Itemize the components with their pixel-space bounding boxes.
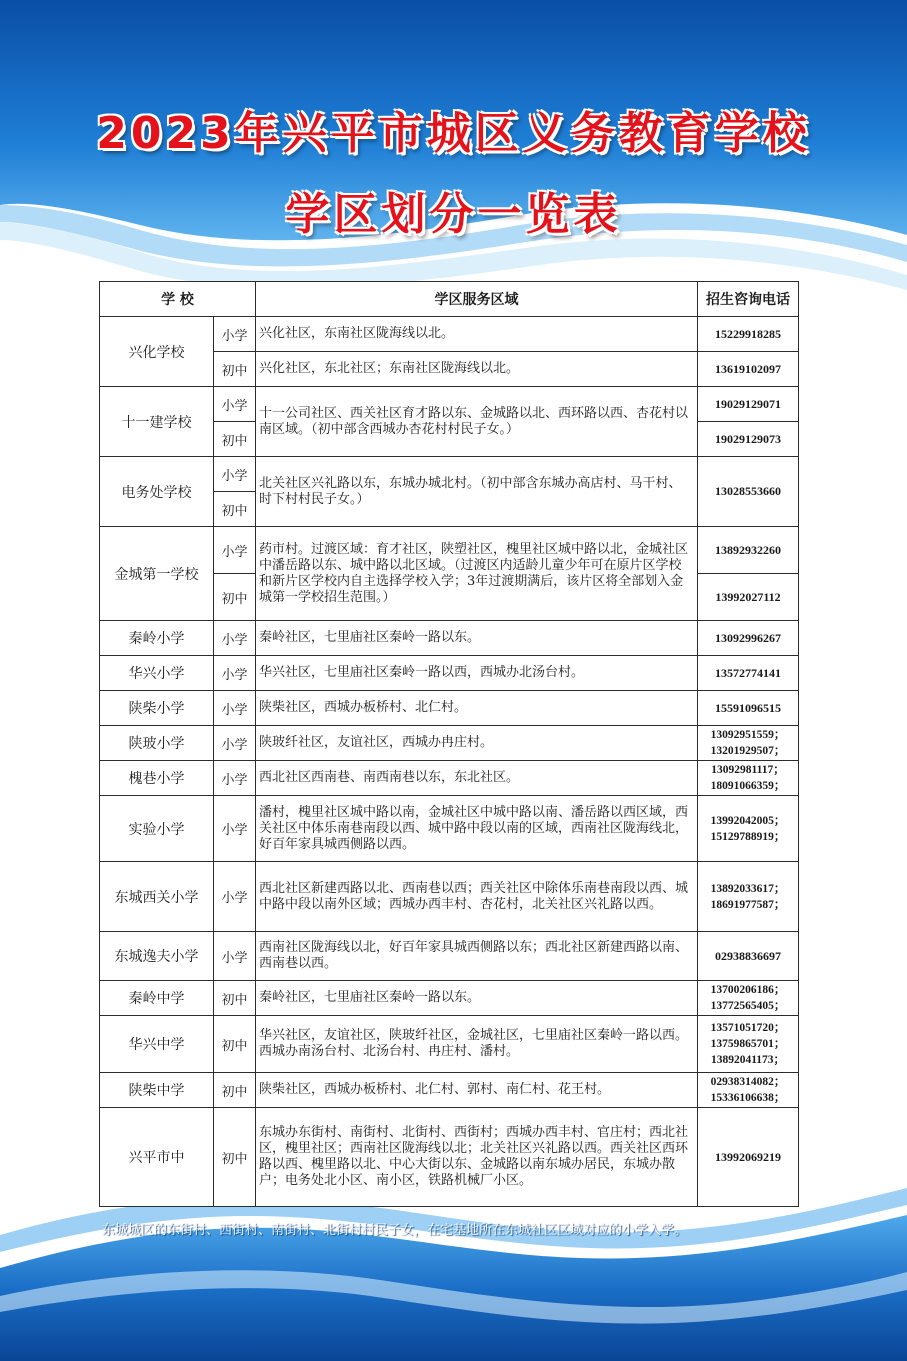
school-level: 小学 [214, 726, 256, 761]
phone-number: 13092981117； 18091066359； [698, 761, 799, 796]
phone-number: 13700206186； 13772565405； [698, 981, 799, 1016]
school-name: 兴平市中 [100, 1108, 214, 1207]
table-row [100, 932, 799, 981]
school-name: 秦岭中学 [100, 981, 214, 1016]
service-area: 西南社区陇海线以北，好百年家具城西侧路以东；西北社区新建西路以南、西南巷以西。 [256, 932, 698, 981]
table-row [100, 796, 799, 862]
school-name: 十一建学校 [100, 387, 214, 457]
school-level: 小学 [214, 621, 256, 656]
table-row [100, 621, 799, 656]
table-row [100, 981, 799, 1016]
school-level: 小学 [214, 761, 256, 796]
school-name: 秦岭小学 [100, 621, 214, 656]
school-level: 初中 [214, 574, 256, 621]
table-row [100, 761, 799, 796]
header-school: 学 校 [100, 282, 256, 317]
service-area: 兴化社区，东北社区；东南社区陇海线以北。 [256, 352, 698, 387]
phone-number: 13028553660 [698, 457, 799, 527]
school-level: 小学 [214, 862, 256, 932]
header-area: 学区服务区域 [256, 282, 698, 317]
page-title-line2: 学区划分一览表 [285, 189, 622, 240]
school-level: 初中 [214, 1016, 256, 1073]
phone-number: 13892033617； 18691977587； [698, 862, 799, 932]
phone-number: 13992027112 [698, 574, 799, 621]
service-area: 东城办东街村、南街村、北街村、西街村；西城办西丰村、官庄村；西北社区，槐里社区；西南社区陇海线以北；北关社区兴礼路以西。西关社区西环路以西、槐里路以北、中心大街以东、金城路以南东城办居民，东城办散户；电务处北小区、南小区，铁路机械厂小区。 [256, 1108, 698, 1207]
school-name: 华兴中学 [100, 1016, 214, 1073]
school-level: 小学 [214, 457, 256, 492]
phone-number: 13571051720； 13759865701； 13892041173； [698, 1016, 799, 1073]
school-level: 初中 [214, 1108, 256, 1207]
table-row [100, 862, 799, 932]
school-name: 东城逸夫小学 [100, 932, 214, 981]
table-row [100, 457, 799, 492]
service-area: 十一公司社区、西关社区育才路以东、金城路以北、西环路以西、杏花村以南区域。（初中部含西城办杏花村村民子女。） [256, 387, 698, 457]
school-level: 小学 [214, 317, 256, 352]
school-name: 槐巷小学 [100, 761, 214, 796]
service-area: 兴化社区，东南社区陇海线以北。 [256, 317, 698, 352]
school-level: 小学 [214, 527, 256, 574]
table-row [100, 317, 799, 352]
service-area: 秦岭社区，七里庙社区秦岭一路以东。 [256, 981, 698, 1016]
table-row [100, 691, 799, 726]
service-area: 西北社区西南巷、南西南巷以东，东北社区。 [256, 761, 698, 796]
table-row [100, 1073, 799, 1108]
school-level: 初中 [214, 422, 256, 457]
page-title-line1: 2023年兴平市城区义务教育学校 [96, 108, 811, 159]
school-name: 华兴小学 [100, 656, 214, 691]
school-name: 陕柴小学 [100, 691, 214, 726]
school-name: 陕玻小学 [100, 726, 214, 761]
school-level: 小学 [214, 387, 256, 422]
phone-number: 13092951559； 13201929507； [698, 726, 799, 761]
service-area: 潘村，槐里社区城中路以南，金城社区中城中路以南、潘岳路以西区域，西关社区中体乐南巷南段以西、城中路中段以南的区域，西南社区陇海线北，好百年家具城西侧路以西。 [256, 796, 698, 862]
phone-number: 15591096515 [698, 691, 799, 726]
service-area: 药市村。过渡区域：育才社区，陕塑社区，槐里社区城中路以北，金城社区中潘岳路以东、城中路以北区域。（过渡区内适龄儿童少年可在原片区学校和新片区学校内自主选择学校入学；3年过渡期满后，该片区将全部划入金城第一学校招生范围。） [256, 527, 698, 621]
school-name: 电务处学校 [100, 457, 214, 527]
phone-number: 15229918285 [698, 317, 799, 352]
service-area: 陕玻纤社区，友谊社区，西城办冉庄村。 [256, 726, 698, 761]
phone-number: 13572774141 [698, 656, 799, 691]
service-area: 陕柴社区，西城办板桥村、北仁村、郭村、南仁村、花王村。 [256, 1073, 698, 1108]
phone-number: 02938836697 [698, 932, 799, 981]
school-level: 初中 [214, 352, 256, 387]
service-area: 华兴社区，友谊社区，陕玻纤社区，金城社区，七里庙社区秦岭一路以西。西城办南汤台村、北汤台村、冉庄村、潘村。 [256, 1016, 698, 1073]
service-area: 西北社区新建西路以北、西南巷以西；西关社区中除体乐南巷南段以西、城中路中段以南外区域；西城办西丰村、杏花村，北关社区兴礼路以西。 [256, 862, 698, 932]
school-name: 东城西关小学 [100, 862, 214, 932]
header-phone: 招生咨询电话 [698, 282, 799, 317]
school-level: 小学 [214, 656, 256, 691]
table-header-row [100, 282, 799, 317]
school-level: 小学 [214, 932, 256, 981]
school-name: 实验小学 [100, 796, 214, 862]
phone-number: 19029129073 [698, 422, 799, 457]
school-district-table [99, 281, 799, 1207]
school-level: 初中 [214, 981, 256, 1016]
table-row [100, 1108, 799, 1207]
service-area: 陕柴社区，西城办板桥村、北仁村。 [256, 691, 698, 726]
school-level: 初中 [214, 492, 256, 527]
school-level: 初中 [214, 1073, 256, 1108]
table-row [100, 387, 799, 422]
phone-number: 13619102097 [698, 352, 799, 387]
phone-number: 19029129071 [698, 387, 799, 422]
table-row [100, 726, 799, 761]
phone-number: 13892932260 [698, 527, 799, 574]
table-row [100, 1016, 799, 1073]
service-area: 北关社区兴礼路以东，东城办城北村。（初中部含东城办高店村、马干村、时下村村民子女。） [256, 457, 698, 527]
phone-number: 02938314082； 15336106638； [698, 1073, 799, 1108]
school-level: 小学 [214, 691, 256, 726]
table-row [100, 656, 799, 691]
phone-number: 13992069219 [698, 1108, 799, 1207]
school-level: 小学 [214, 796, 256, 862]
service-area: 秦岭社区，七里庙社区秦岭一路以东。 [256, 621, 698, 656]
service-area: 华兴社区，七里庙社区秦岭一路以西，西城办北汤台村。 [256, 656, 698, 691]
table-row [100, 527, 799, 574]
school-name: 金城第一学校 [100, 527, 214, 621]
footnote: 东城城区的东街村、西街村、南街村、北街村村民子女，在宅基地所在东城社区区域对应的小学入学。 [102, 1223, 688, 1238]
phone-number: 13992042005； 15129788919； [698, 796, 799, 862]
school-name: 陕柴中学 [100, 1073, 214, 1108]
school-name: 兴化学校 [100, 317, 214, 387]
phone-number: 13092996267 [698, 621, 799, 656]
